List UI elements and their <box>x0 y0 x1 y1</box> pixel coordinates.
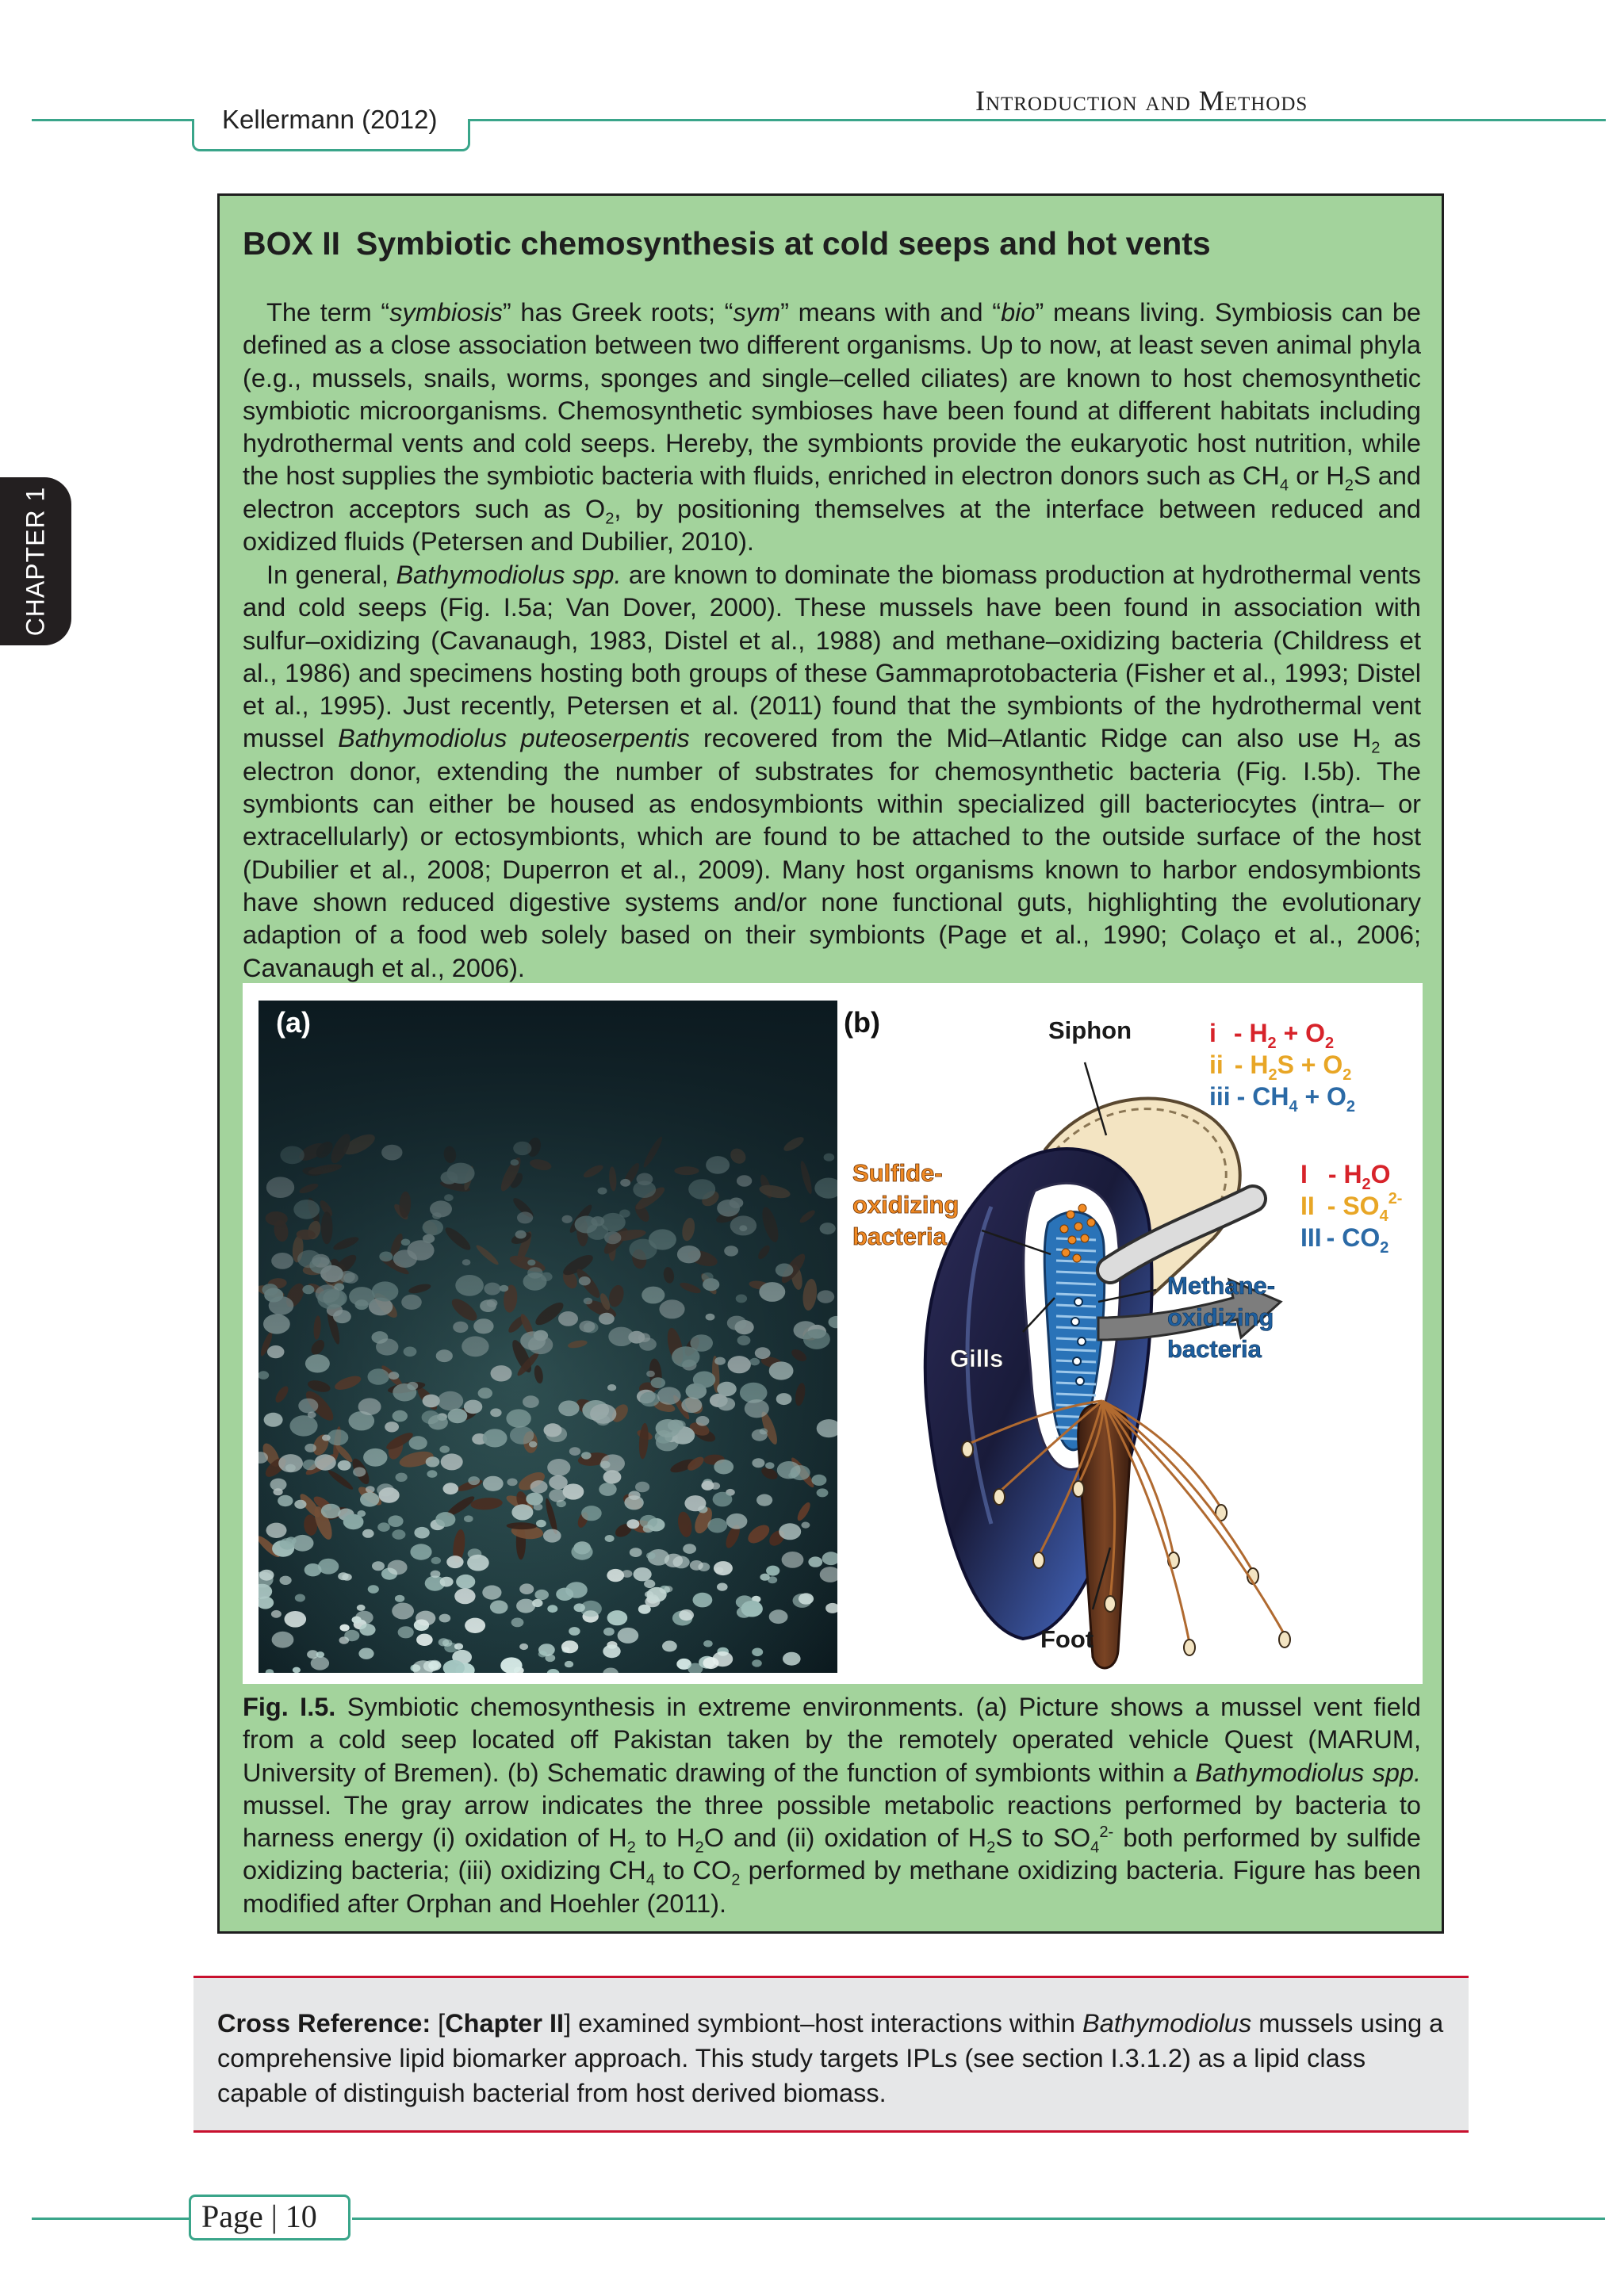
header-author: Kellermann (2012) <box>222 105 438 134</box>
footer-rule-right <box>352 2218 1605 2220</box>
page-number: Page | 10 <box>201 2198 317 2234</box>
box-title <box>243 225 1211 262</box>
gills-label: Gills <box>950 1345 1004 1372</box>
svg-text:Methane-: Methane- <box>1167 1272 1276 1299</box>
svg-text:bacteria: bacteria <box>852 1223 947 1250</box>
header-section-title: Introduction and Methods <box>975 85 1308 117</box>
reaction-i: $i - H_2 + O_2$ <box>1209 1019 1335 1052</box>
header-rule-left <box>32 119 198 121</box>
svg-text:bacteria: bacteria <box>1167 1335 1262 1363</box>
methane-label <box>1167 1272 1275 1363</box>
chapter-tab-label: CHAPTER 1 <box>21 486 50 637</box>
header-rule-right <box>464 119 1606 121</box>
mussel-schematic <box>841 1001 1421 1673</box>
box-paragraph-2: In general, Bathymodiolus spp. are known to dominate the biomass production at hydrothermal vents and cold seeps (Fig. I.5a; Van Dover, 2000). These mussels have been found in association with sulfur–oxidizing (Cavanaugh, 1983, Distel et al., 1988) and methane–oxidizing bacteria (Childress et al., 1986) and specimens hosting both groups of these Gammaprotobacteria (Fisher et al., 1993; Distel et al., 1995). Just recently, Petersen et al. (2011) found that the symbionts of the hydrothermal vent mussel Bathymodiolus puteoserpentis recovered from the Mid–Atlantic Ridge can also use $H_2$ as electron donor, extending the number of substrates for chemosynthetic bacteria (Fig. I.5b). The symbionts can either be housed as endosymbionts within specialized gill bacteriocytes (intra– or extracellularly) or ectosymbionts, which are found to be attached to the outside surface of the host (Dubilier et al., 2008; Duperron et al., 2009). Many host organisms known to harbor endosymbionts have shown reduced digestive systems and/or none functional guts, highlighting the evolutionary adaption of a food web solely based on their symbionts (Page et al., 1990; Colaço et al., 2006; Cavanaugh et al., 2006). <box>243 561 1421 982</box>
figure-caption: Fig. I.5. Symbiotic chemosynthesis in extreme environments. (a) Picture shows a mussel vent field from a cold seep located off Pakistan taken by the remotely operated vehicle Quest (MARUM, University of Bremen). (b) Schematic drawing of the function of symbionts within a Bathymodiolus spp. mussel. The gray arrow indicates the three possible metabolic reactions performed by bacteria to harness energy (i) oxidation of $H_2$ to $H_2O$ and (ii) oxidation of $H_2S$ to $SO_4^{2-}$ both performed by sulfide oxidizing bacteria; (iii) oxidizing $CH_4$ to $CO_2$ performed by methane oxidizing bacteria. Figure has been modified after Orphan and Hoehler (2011). <box>243 1693 1422 1918</box>
reaction-I: I - $H_2O$ <box>1300 1160 1391 1193</box>
box-paragraph-1: The term “symbiosis” has Greek roots; “sym” means with and “bio” means living. Symbiosis can be defined as a close association between two different organisms. Up to now, at least seven animal phyla (e.g., mussels, snails, worms, sponges and single–celled ciliates) are known to host chemosynthetic symbiotic microorganisms. Chemosynthetic symbioses have been found at different habitats including hydrothermal vents and cold seeps. Hereby, the symbionts provide the eukaryotic host nutrition, while the host supplies the symbiotic bacteria with fluids, enriched in electron donors such as $CH_4$ or $H_2S$ and electron acceptors such as $O_2$, by positioning themselves at the interface between reduced and oxidized fluids (Petersen and Dubilier, 2010). <box>243 298 1421 557</box>
reactions-in <box>1209 1019 1355 1115</box>
box-heading: Symbiotic chemosynthesis at cold seeps and hot vents <box>356 225 1211 262</box>
reaction-III: III - $CO_2$ <box>1300 1223 1389 1257</box>
cross-reference-text: Cross Reference: [Chapter II] examined symbiont–host interactions within Bathymodiolus mussels using a comprehensive lipid biomarker approach. This study targets IPLs (see section I.3.1.2) as a lipid class capable of distinguish bacterial from host derived biomass. <box>217 2009 1444 2107</box>
svg-text:Sulfide-: Sulfide- <box>852 1159 943 1187</box>
panel-a-label: (a) <box>276 1006 311 1039</box>
sulfide-label <box>852 1159 959 1250</box>
box-label: BOX II <box>243 225 341 262</box>
footer-rule-left <box>32 2218 190 2220</box>
reaction-ii: ii - $H_2S + O_2$ <box>1209 1050 1352 1084</box>
svg-text:oxidizing: oxidizing <box>1167 1303 1274 1331</box>
foot-label: Foot <box>1040 1625 1094 1653</box>
siphon-label: Siphon <box>1048 1016 1132 1044</box>
reaction-iii: iii - $CH_4 + O_2$ <box>1209 1082 1356 1115</box>
reaction-II: II - $SO_4^{2-}$ <box>1300 1190 1403 1225</box>
mussel-field-photo <box>259 1001 837 1673</box>
panel-b-label: (b) <box>844 1006 880 1039</box>
svg-text:oxidizing: oxidizing <box>852 1191 959 1219</box>
reactions-out <box>1300 1160 1402 1257</box>
